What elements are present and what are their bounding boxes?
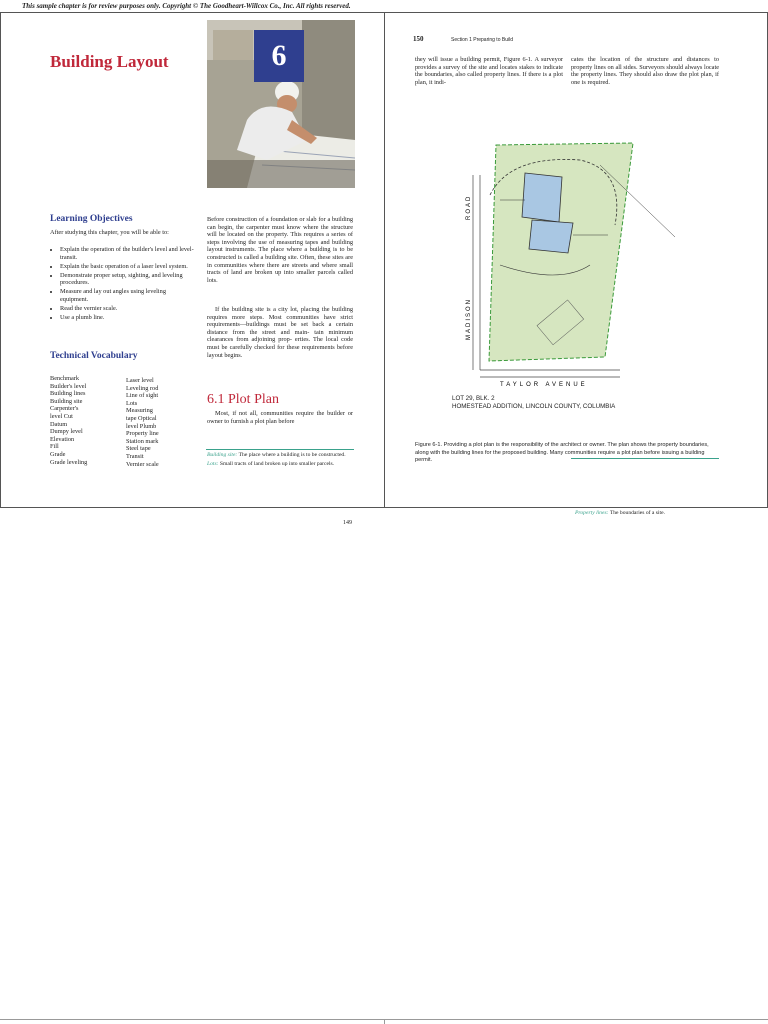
vocab-term: Line of sight xyxy=(126,392,159,400)
glossary-item: Building site: The place where a building is to be constructed. xyxy=(207,452,346,458)
running-head: Section 1 Preparing to Build xyxy=(451,37,513,43)
objective-item: • Read the vernier scale. xyxy=(60,305,195,313)
chapter-number-badge: 6 xyxy=(254,30,304,82)
vocab-term: tape Optical xyxy=(126,414,157,422)
vocab-term: Leveling rod xyxy=(126,384,159,392)
road-label: ROAD xyxy=(466,194,472,220)
section-paragraph: Most, if not all, communities require the builder or owner to furnish a plot plan before xyxy=(207,410,353,425)
vocab-term: level Cut xyxy=(50,412,73,420)
vocab-term: Transit xyxy=(126,452,144,460)
vocab-term: Lots xyxy=(126,399,138,407)
vocab-term: Building lines xyxy=(50,390,86,398)
intro-paragraph-1: Before construction of a foundation or slab for a building can begin, the carpenter must know where the structure will be located on the property. This requires a series of steps involving the use of measuring tapes and building layout instruments. The place where a building is to be constructed is called a building site. Often, these sites are in communities where there are streets and where small tracts of land are broken up into smaller parcels called lots. xyxy=(207,216,353,284)
vocab-term: Datum xyxy=(50,420,68,428)
plot-plan-figure xyxy=(440,125,700,390)
vocab-term: Builder's level xyxy=(50,382,87,390)
technical-vocabulary-heading: Technical Vocabulary xyxy=(50,351,138,361)
right-column-1: they will issue a building permit, Figure 6-1. A surveyor provides a survey of the site and locates stakes to indicate the boundaries, also called property lines. If there is a plot plan, it indi- xyxy=(415,56,563,86)
objectives-intro: After studying this chapter, you will be able to: xyxy=(50,229,169,236)
figure-caption: Figure 6-1. Providing a plot plan is the responsibility of the architect or owner. The plan shows the property boundaries, along with the building lines for the proposed building. Many communities require a plot plan before issuing a building permit. xyxy=(415,442,709,464)
vocab-term: Property line xyxy=(126,430,159,438)
glossary-rule xyxy=(206,449,354,450)
section-heading: 6.1 Plot Plan xyxy=(207,392,279,407)
vocab-term: Vernier scale xyxy=(126,460,159,468)
vocab-term: Grade leveling xyxy=(50,458,88,466)
vocab-term: Elevation xyxy=(50,435,75,443)
objective-item: • Demonstrate proper setup, sighting, and leveling procedures. xyxy=(60,272,195,287)
intro-paragraph-2: If the building site is a city lot, placing the building requires more steps. Most communities have strict requirements—buildings must be set back a certain distance from the street and main- tain minimum clearances from adjoining prop- erties. The local code must be carefully checked for these requirements before layout begins. xyxy=(207,306,353,359)
vocab-column-1 xyxy=(50,375,122,466)
taylor-avenue-label: TAYLOR AVENUE xyxy=(500,382,588,388)
objective-item: • Measure and lay out angles using leveling equipment. xyxy=(60,288,195,303)
vocab-term: Grade xyxy=(50,450,66,458)
right-column-2: cates the location of the structure and distances to property lines on all sides. Surveyors should always locate the property lines. They should also draw the plot plan, if one is required. xyxy=(571,56,719,86)
vocab-term: level Plumb xyxy=(126,422,157,430)
vocab-column-2 xyxy=(126,377,198,468)
vocab-term: Dumpy level xyxy=(50,428,83,436)
vocab-term: Fill xyxy=(50,443,59,451)
house-footprint xyxy=(522,173,562,222)
vocab-term: Carpenter's xyxy=(50,405,79,413)
madison-label: MADISON xyxy=(466,297,472,340)
page-number-left: 149 xyxy=(343,520,352,526)
glossary-item: Lots: Small tracts of land broken up into smaller parcels. xyxy=(207,460,335,467)
garage-footprint xyxy=(529,220,573,253)
vocab-term: Benchmark xyxy=(50,375,80,382)
objective-item: • Explain the operation of the builder's level and level-transit. xyxy=(60,246,195,261)
copyright-notice: This sample chapter is for review purposes only. Copyright © The Goodheart-Willcox Co., Inc. All rights reserved. xyxy=(22,2,351,10)
next-page-gutter xyxy=(384,1019,385,1024)
glossary-right: Property lines: The boundaries of a site. xyxy=(575,510,665,516)
chapter-title: Building Layout xyxy=(50,52,169,71)
vocab-term: Steel tape xyxy=(126,445,151,453)
vocab-term: Laser level xyxy=(126,377,154,384)
objective-item: • Explain the basic operation of a laser level system. xyxy=(60,263,195,271)
vocab-term: Measuring xyxy=(126,407,153,415)
learning-objectives-heading: Learning Objectives xyxy=(50,214,133,224)
objectives-list xyxy=(50,246,195,323)
glossary-left xyxy=(207,452,352,467)
lot-description: LOT 29, BLK. 2 HOMESTEAD ADDITION, LINCOLN COUNTY, COLUMBIA xyxy=(452,395,616,410)
objective-item: • Use a plumb line. xyxy=(60,314,195,322)
glossary-rule-right xyxy=(571,458,719,459)
page-number-right: 150 xyxy=(413,35,424,43)
vocab-term: Building site xyxy=(50,397,83,405)
vocab-term: Station mark xyxy=(126,437,159,445)
